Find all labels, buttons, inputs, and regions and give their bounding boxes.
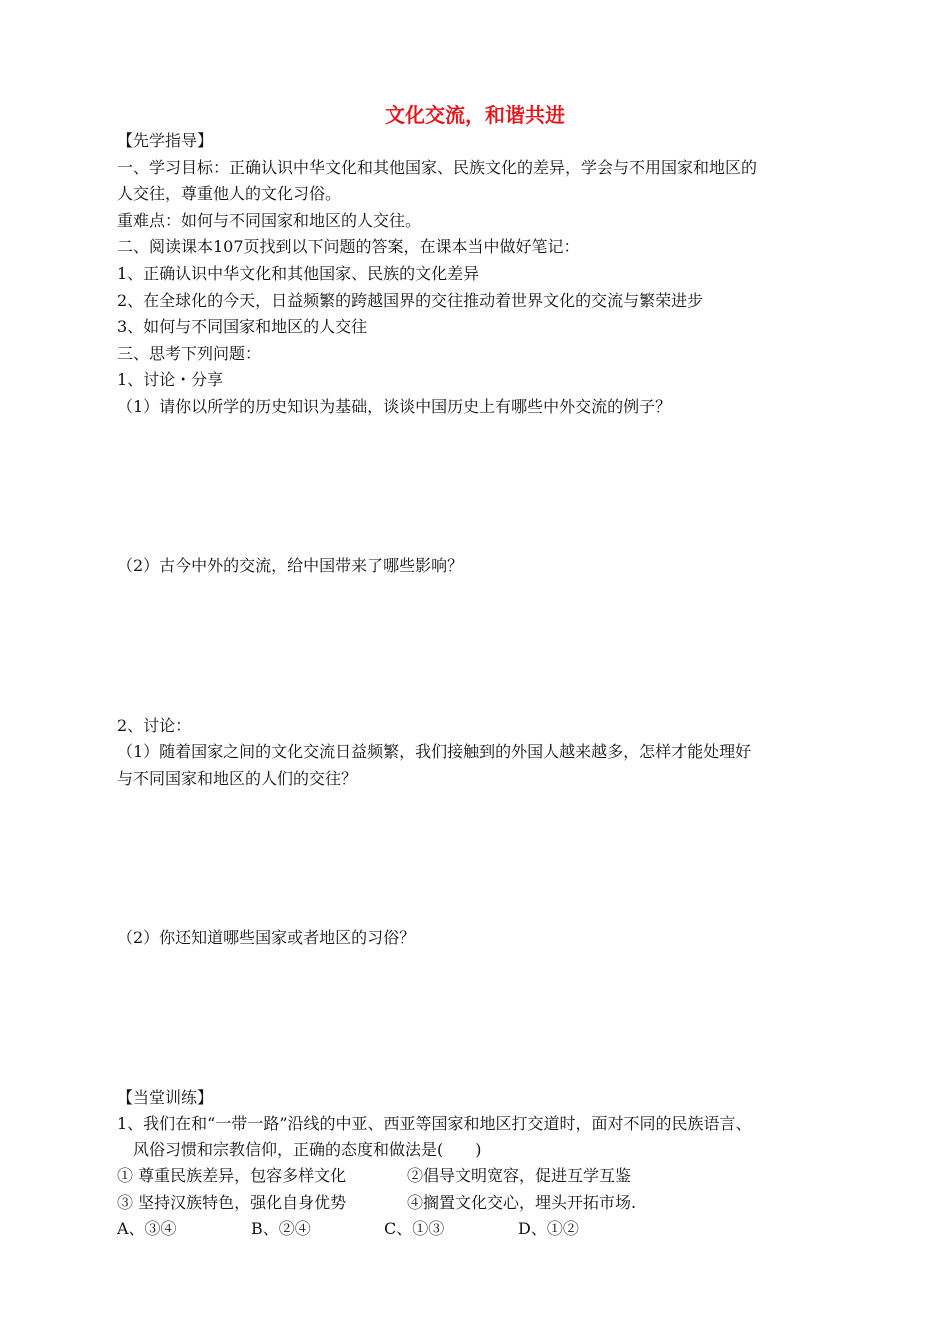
- reading-item-3: 3、如何与不同国家和地区的人交往: [117, 317, 368, 336]
- reading-item-1: 1、正确认识中华文化和其他国家、民族的文化差异: [117, 264, 480, 283]
- practice-heading: 【当堂训练】: [117, 1088, 214, 1107]
- preview-heading: 【先学指导】: [117, 131, 214, 150]
- discussion-2-label: 2、讨论：: [117, 716, 192, 735]
- learning-goal-line-2: 人交往，尊重他人的文化习俗。: [117, 184, 342, 203]
- statement-4: ④搁置文化交心，埋头开拓市场.: [407, 1193, 637, 1212]
- reading-item-2: 2、在全球化的今天，日益频繁的跨越国界的交往推动着世界文化的交流与繁荣进步: [117, 291, 704, 310]
- reading-task: 二、阅读课本107页找到以下问题的答案，在课本当中做好笔记：: [117, 237, 580, 256]
- statement-1: ① 尊重民族差异，包容多样文化: [117, 1166, 347, 1185]
- statement-3: ③ 坚持汉族特色，强化自身优势: [117, 1193, 347, 1212]
- think-heading: 三、思考下列问题：: [117, 344, 262, 363]
- discussion-1-question-1: （1）请你以所学的历史知识为基础，谈谈中国历史上有哪些中外交流的例子？: [117, 397, 672, 416]
- choice-c: C、①③: [384, 1219, 445, 1238]
- discussion-1-label: 1、讨论・分享: [117, 370, 224, 389]
- choice-b: B、②④: [251, 1219, 311, 1238]
- key-point: 重难点：如何与不同国家和地区的人交往。: [117, 211, 422, 230]
- choice-a: A、③④: [117, 1219, 177, 1238]
- statement-2: ②倡导文明宽容，促进互学互鉴: [407, 1166, 632, 1185]
- page-title: 文化交流，和谐共进: [385, 103, 565, 127]
- practice-question-1-line-2: 风俗习惯和宗教信仰，正确的态度和做法是( ): [133, 1140, 482, 1159]
- discussion-1-question-2: （2）古今中外的交流，给中国带来了哪些影响？: [117, 556, 464, 575]
- choice-d: D、①②: [518, 1219, 579, 1238]
- discussion-2-question-1-line-2: 与不同国家和地区的人们的交往？: [117, 769, 358, 788]
- learning-goal-line-1: 一、学习目标：正确认识中华文化和其他国家、民族文化的差异，学会与不用国家和地区的: [117, 158, 758, 177]
- practice-question-1-line-1: 1、我们在和“一带一路”沿线的中亚、西亚等国家和地区打交道时，面对不同的民族语言、: [117, 1114, 752, 1133]
- discussion-2-question-2: （2）你还知道哪些国家或者地区的习俗？: [117, 928, 416, 947]
- discussion-2-question-1-line-1: （1）随着国家之间的文化交流日益频繁，我们接触到的外国人越来越多，怎样才能处理好: [117, 742, 752, 761]
